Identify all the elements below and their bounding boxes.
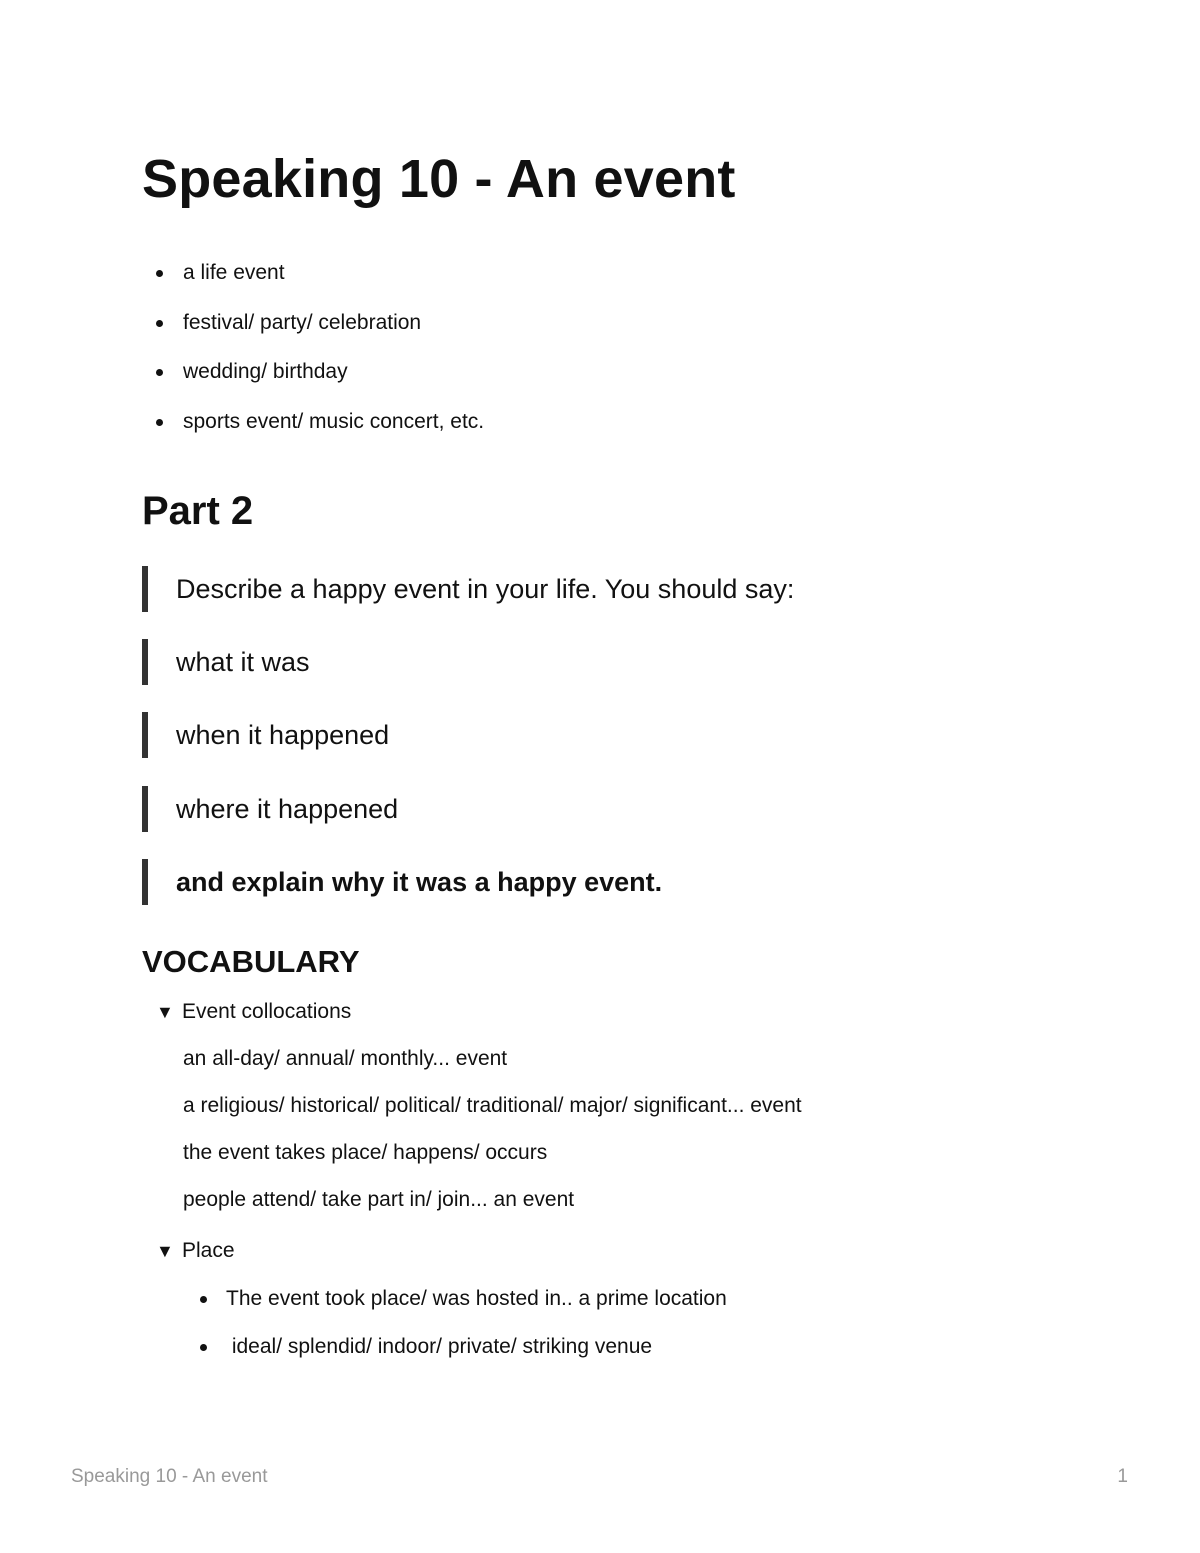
list-item: wedding/ birthday [142,354,484,404]
collocation-line: the event takes place/ happens/ occurs [183,1141,548,1164]
toggle-place[interactable] [156,1236,235,1266]
toggle-label: Event collocations [182,1000,352,1023]
triangle-down-icon[interactable]: ▼ [156,1241,174,1261]
page-title: Speaking 10 - An event [142,149,736,209]
footer-title: Speaking 10 - An event [71,1466,268,1487]
cue-card-point: what it was [142,639,310,685]
triangle-down-icon[interactable]: ▼ [156,1002,174,1022]
toggle-event-collocations[interactable] [156,997,351,1027]
list-item: festival/ party/ celebration [142,305,484,355]
list-item: The event took place/ was hosted in.. a prime location [183,1284,727,1332]
page-number: 1 [1117,1466,1128,1487]
collocation-line: people attend/ take part in/ join... an event [183,1188,575,1211]
place-bullet-list [183,1284,727,1380]
vocabulary-heading: VOCABULARY [142,944,360,979]
cue-card-final: and explain why it was a happy event. [142,859,662,905]
intro-bullet-list [142,255,484,453]
collocation-line: an all-day/ annual/ monthly... event [183,1047,508,1070]
collocation-line: a religious/ historical/ political/ traditional/ major/ significant... event [183,1094,802,1117]
cue-card-point: when it happened [142,712,389,758]
cue-card-prompt: Describe a happy event in your life. You should say: [142,566,794,612]
toggle-label: Place [182,1239,235,1262]
part-heading: Part 2 [142,489,254,533]
list-item: sports event/ music concert, etc. [142,404,484,454]
list-item: ideal/ splendid/ indoor/ private/ striking venue [183,1332,727,1380]
list-item: a life event [142,255,484,305]
cue-card-point: where it happened [142,786,398,832]
